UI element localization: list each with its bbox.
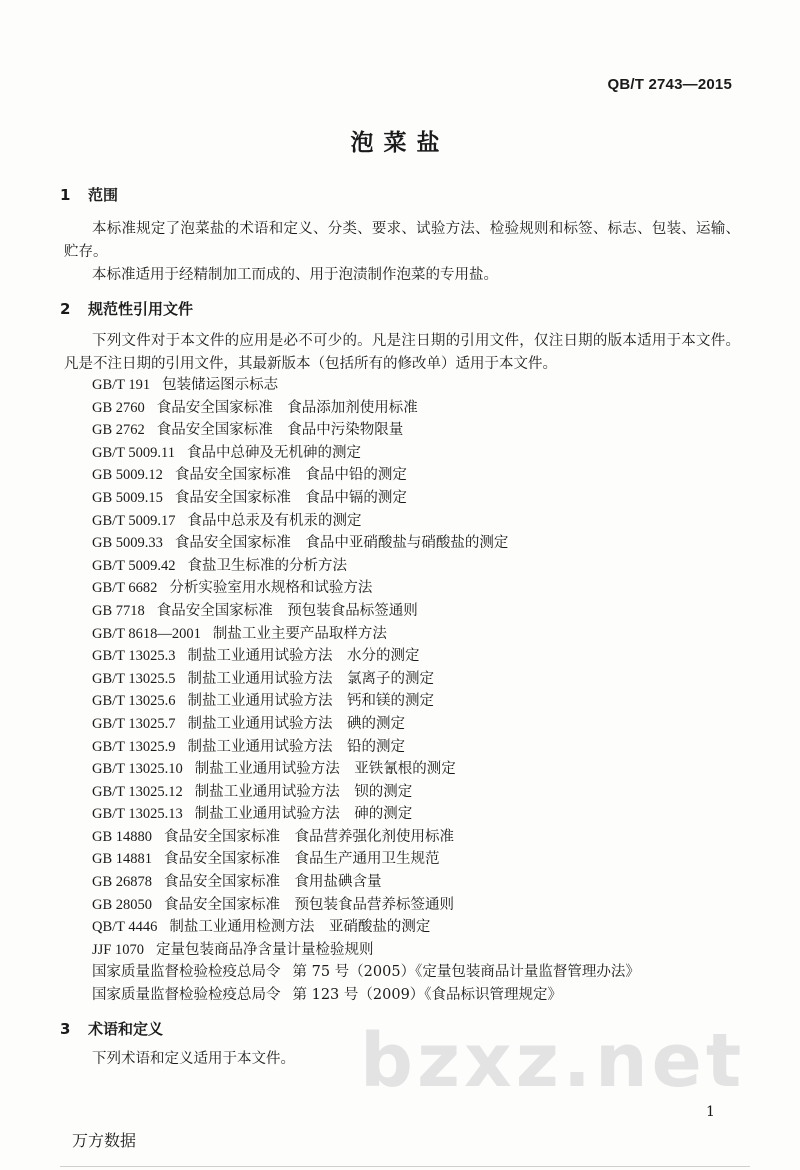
reference-item xyxy=(92,984,732,1007)
reference-code: GB 5009.12 xyxy=(92,467,163,484)
reference-title: 食品安全国家标准 食品生产通用卫生规范 xyxy=(164,851,440,868)
section-1-paragraph-2: 本标准适用于经精制加工而成的、用于泡渍制作泡菜的专用盐。 xyxy=(92,267,498,283)
reference-title: 包装储运图示标志 xyxy=(162,377,279,393)
section-title: 规范性引用文件 xyxy=(88,300,194,318)
reference-item xyxy=(92,600,732,623)
reference-item xyxy=(92,939,732,962)
reference-item xyxy=(92,690,732,713)
reference-item xyxy=(92,487,732,510)
reference-title: 制盐工业主要产品取样方法 xyxy=(212,625,387,642)
reference-code: GB 14880 xyxy=(92,828,153,845)
reference-item xyxy=(92,894,732,917)
section-title: 术语和定义 xyxy=(88,1020,164,1038)
section-number: 2 xyxy=(60,300,71,318)
section-2-paragraph-1: 下列文件对于本文件的应用是必不可少的。凡是注日期的引用文件，仅注日期的版本适用于本文件。凡是不注日期的引用文件，其最新版本（包括所有的修改单）适用于本文件。 xyxy=(64,333,740,372)
reference-code: GB/T 191 xyxy=(92,377,151,393)
document-title: 泡菜盐 xyxy=(350,130,450,156)
reference-item xyxy=(92,510,732,533)
reference-code: 国家质量监督检验检疫总局令 xyxy=(92,964,281,981)
section-2-heading xyxy=(60,298,193,319)
reference-item xyxy=(92,577,732,600)
reference-title: 食盐卫生标准的分析方法 xyxy=(187,557,348,574)
reference-item xyxy=(92,668,732,691)
reference-title: 制盐工业通用试验方法 氯离子的测定 xyxy=(187,670,435,687)
footer-source: 万方数据 xyxy=(72,1131,137,1150)
reference-title: 制盐工业通用试验方法 水分的测定 xyxy=(187,648,420,665)
reference-title: 制盐工业通用检测方法 亚硝酸盐的测定 xyxy=(169,919,431,936)
reference-title: 制盐工业通用试验方法 亚铁氰根的测定 xyxy=(194,761,456,778)
reference-title: 制盐工业通用试验方法 钙和镁的测定 xyxy=(187,693,435,710)
reference-code: GB/T 13025.13 xyxy=(92,806,183,823)
reference-code: GB 7718 xyxy=(92,602,145,619)
reference-title: 第 75 号（2005）《定量包装商品计量监督管理办法》 xyxy=(292,964,640,981)
reference-item xyxy=(92,871,732,894)
reference-code: GB/T 13025.9 xyxy=(92,738,176,755)
reference-item xyxy=(92,419,732,442)
reference-code: GB/T 13025.5 xyxy=(92,670,176,687)
section-number: 3 xyxy=(60,1020,71,1038)
reference-item xyxy=(92,848,732,871)
normative-references-list xyxy=(92,374,732,1007)
reference-title: 食品安全国家标准 食品营养强化剂使用标准 xyxy=(164,828,455,845)
reference-code: GB 2762 xyxy=(92,422,145,439)
reference-title: 食品中总砷及无机砷的测定 xyxy=(186,444,361,461)
reference-code: GB/T 13025.10 xyxy=(92,761,183,778)
reference-code: GB 14881 xyxy=(92,851,153,868)
section-title: 范围 xyxy=(88,186,119,204)
reference-item xyxy=(92,758,732,781)
reference-code: GB 5009.33 xyxy=(92,535,163,552)
reference-code: GB 2760 xyxy=(92,399,145,416)
reference-title: 食品安全国家标准 食品添加剂使用标准 xyxy=(156,399,418,416)
reference-code: GB/T 13025.6 xyxy=(92,693,176,710)
watermark: bzxz.net xyxy=(360,1018,746,1104)
reference-item xyxy=(92,803,732,826)
reference-item xyxy=(92,555,732,578)
reference-item xyxy=(92,826,732,849)
reference-title: 定量包装商品净含量计量检验规则 xyxy=(155,941,374,958)
reference-item xyxy=(92,736,732,759)
reference-title: 制盐工业通用试验方法 铅的测定 xyxy=(187,738,406,755)
reference-code: GB/T 5009.11 xyxy=(92,444,175,461)
reference-item xyxy=(92,961,732,984)
reference-item xyxy=(92,623,732,646)
section-1-heading xyxy=(60,184,118,205)
reference-title: 食品安全国家标准 食品中铅的测定 xyxy=(174,467,407,484)
reference-code: GB/T 13025.7 xyxy=(92,715,176,732)
reference-title: 制盐工业通用试验方法 钡的测定 xyxy=(194,783,413,800)
reference-code: GB/T 6682 xyxy=(92,580,158,597)
reference-code: GB 26878 xyxy=(92,874,153,891)
section-1-paragraph-1: 本标准规定了泡菜盐的术语和定义、分类、要求、试验方法、检验规则和标签、标志、包装、运输、贮存。 xyxy=(64,221,740,260)
reference-item xyxy=(92,781,732,804)
section-3-heading xyxy=(60,1018,163,1039)
reference-title: 食品安全国家标准 食品中镉的测定 xyxy=(174,489,407,506)
section-number: 1 xyxy=(60,186,71,204)
reference-code: 国家质量监督检验检疫总局令 xyxy=(92,987,281,1004)
reference-item xyxy=(92,374,732,397)
reference-title: 分析实验室用水规格和试验方法 xyxy=(169,580,373,597)
reference-item xyxy=(92,645,732,668)
bottom-divider xyxy=(60,1166,750,1167)
reference-code: GB/T 13025.12 xyxy=(92,783,183,800)
reference-code: GB/T 13025.3 xyxy=(92,648,176,665)
reference-title: 食品安全国家标准 预包装食品营养标签通则 xyxy=(164,896,455,913)
reference-item xyxy=(92,464,732,487)
reference-code: GB/T 5009.42 xyxy=(92,557,176,574)
reference-code: GB/T 5009.17 xyxy=(92,512,176,529)
reference-code: GB 28050 xyxy=(92,896,153,913)
reference-code: GB 5009.15 xyxy=(92,489,163,506)
reference-code: JJF 1070 xyxy=(92,941,144,958)
reference-code: QB/T 4446 xyxy=(92,919,158,936)
reference-title: 食品安全国家标准 食品中亚硝酸盐与硝酸盐的测定 xyxy=(174,535,509,552)
reference-item xyxy=(92,532,732,555)
reference-code: GB/T 8618—2001 xyxy=(92,625,201,642)
standard-code: QB/T 2743—2015 xyxy=(607,76,732,93)
reference-title: 食品安全国家标准 食品中污染物限量 xyxy=(156,422,404,439)
reference-title: 食品中总汞及有机汞的测定 xyxy=(187,512,362,529)
reference-title: 制盐工业通用试验方法 砷的测定 xyxy=(194,806,413,823)
page-number: 1 xyxy=(706,1104,715,1120)
reference-title: 第 123 号（2009）《食品标识管理规定》 xyxy=(292,987,563,1004)
section-3-paragraph-1: 下列术语和定义适用于本文件。 xyxy=(92,1051,295,1067)
reference-item xyxy=(92,713,732,736)
reference-item xyxy=(92,916,732,939)
reference-item xyxy=(92,397,732,420)
reference-item xyxy=(92,442,732,465)
reference-title: 制盐工业通用试验方法 碘的测定 xyxy=(187,715,406,732)
reference-title: 食品安全国家标准 食用盐碘含量 xyxy=(164,874,382,891)
reference-title: 食品安全国家标准 预包装食品标签通则 xyxy=(156,602,418,619)
